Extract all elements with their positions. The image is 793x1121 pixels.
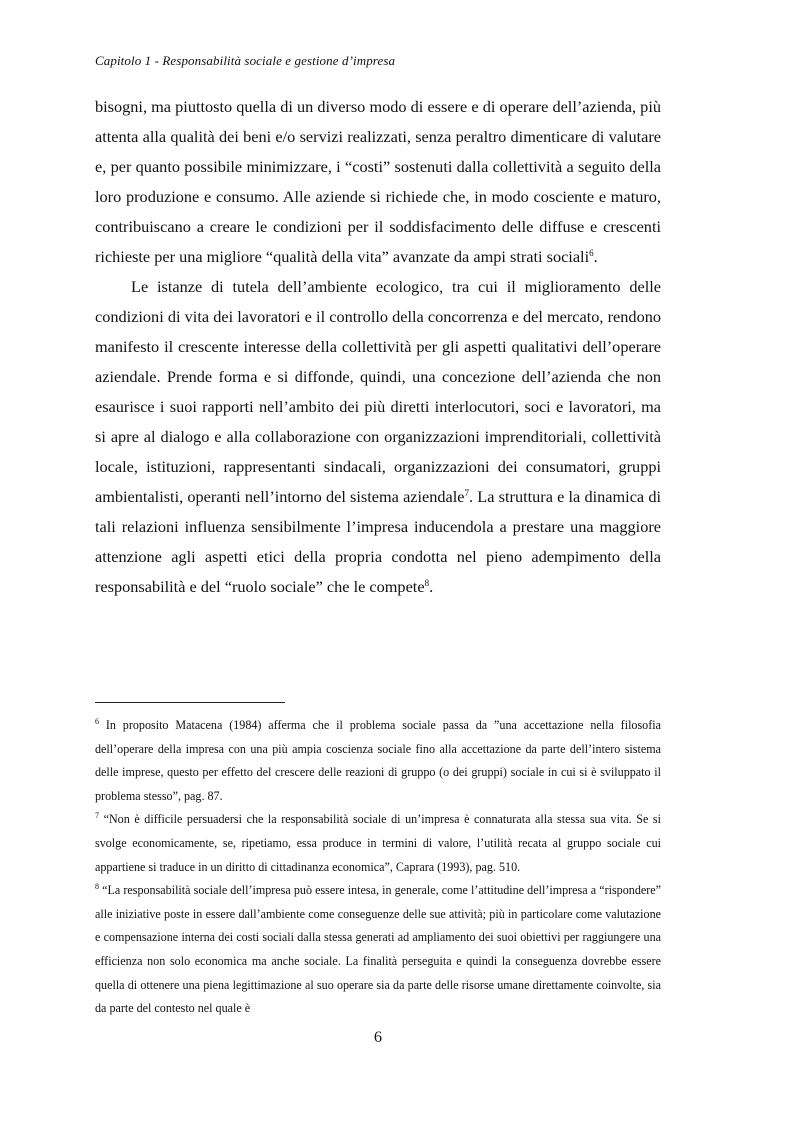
footnote [95,879,661,1021]
footnote-ref: 6 [589,248,594,258]
paragraph-text: Le istanze di tutela dell’ambiente ecologico, tra cui il miglioramento delle condizioni di vita dei lavoratori e il controllo della concorrenza e del mercato, rendono manifesto il crescente interesse della collettività per gli aspetti qualitativi dell’operare aziendale. Prende forma e si diffonde, quindi, una concezione dell’azienda che non esaurisce i suoi rapporti nell’ambito dei più diretti interlocutori, soci e lavoratori, ma si apre al dialogo e alla collaborazione con organizzazioni imprenditoriali, collettività locale, istituzioni, rappresentanti sindacali, organizzazioni dei consumatori, gruppi ambientalisti, operanti nell’intorno del sistema aziendale [95,277,661,506]
running-header: Capitolo 1 - Responsabilità sociale e gestione d’impresa [95,53,396,68]
main-text [95,92,661,602]
footnote [95,714,661,808]
footnote-separator [95,702,285,703]
footnote [95,808,661,879]
page-number: 6 [373,1027,383,1046]
footnote-text: “La responsabilità sociale dell’impresa può essere intesa, in generale, come l’attitudine dell’impresa a “rispondere” alle iniziative poste in essere dall’ambiente come conseguenze delle sue attività; più in particolare come valutazione e compensazione interna dei costi sociali dalla stessa generati ad ampliamento dei suoi obiettivi per raggiungere una efficienza non solo economica ma anche sociale. La finalità perseguita e quindi la conseguenza dovrebbe essere quella di ottenere una piena legittimazione al suo operare sia da parte delle risorse umane direttamente coinvolte, sia da parte del contesto nel quale è [95,883,661,1016]
footnote-ref: 7 [464,488,470,498]
paragraph-text: . [593,247,598,266]
footnote-number: 6 [95,717,99,726]
paragraph [95,272,661,602]
paragraph-text: . [429,577,434,596]
footnote-text: “Non è difficile persuadersi che la responsabilità sociale di un’impresa è connaturata alla stessa sua vita. Se si svolge economicamente, se, ripetiamo, essa produce in termini di valore, l’utilità recata al gruppo sociale cui appartiene si traduce in un diritto di cittadinanza economica”, Caprara (1993), pag. 510. [95,812,661,874]
paragraph [95,92,661,272]
footnote-text: In proposito Matacena (1984) afferma che il problema sociale passa da ”una accettazione nella filosofia dell’operare della impresa con una più ampia coscienza sociale fino alla accettazione da parte dell’intero sistema delle imprese, questo per effetto del crescere delle reazioni di gruppo (o dei gruppi) sociale in cui si è sviluppato il problema stesso”, pag. 87. [95,718,661,803]
paragraph-text: bisogni, ma piuttosto quella di un diverso modo di essere e di operare dell’azienda, più attenta alla qualità dei beni e/o servizi realizzati, senza peraltro dimenticare di valutare e, per quanto possibile minimizzare, i “costi” sostenuti dalla collettività a seguito della loro produzione e consumo. Alle aziende si richiede che, in modo cosciente e maturo, contribuiscano a creare le condizioni per il soddisfacimento delle diffuse e crescenti richieste per una migliore “qualità della vita” avanzate da ampi strati sociali [95,97,661,266]
paragraph-text: . La struttura e la dinamica di tali relazioni influenza sensibilmente l’impresa inducendola a prestare una maggiore attenzione agli aspetti etici della propria condotta nel pieno adempimento della responsabilità e del “ruolo sociale” che le compete [95,487,661,596]
footnote-number: 7 [95,811,99,821]
footnote-ref: 8 [424,578,430,588]
footnote-number: 8 [95,882,99,892]
footnotes [95,714,661,1021]
